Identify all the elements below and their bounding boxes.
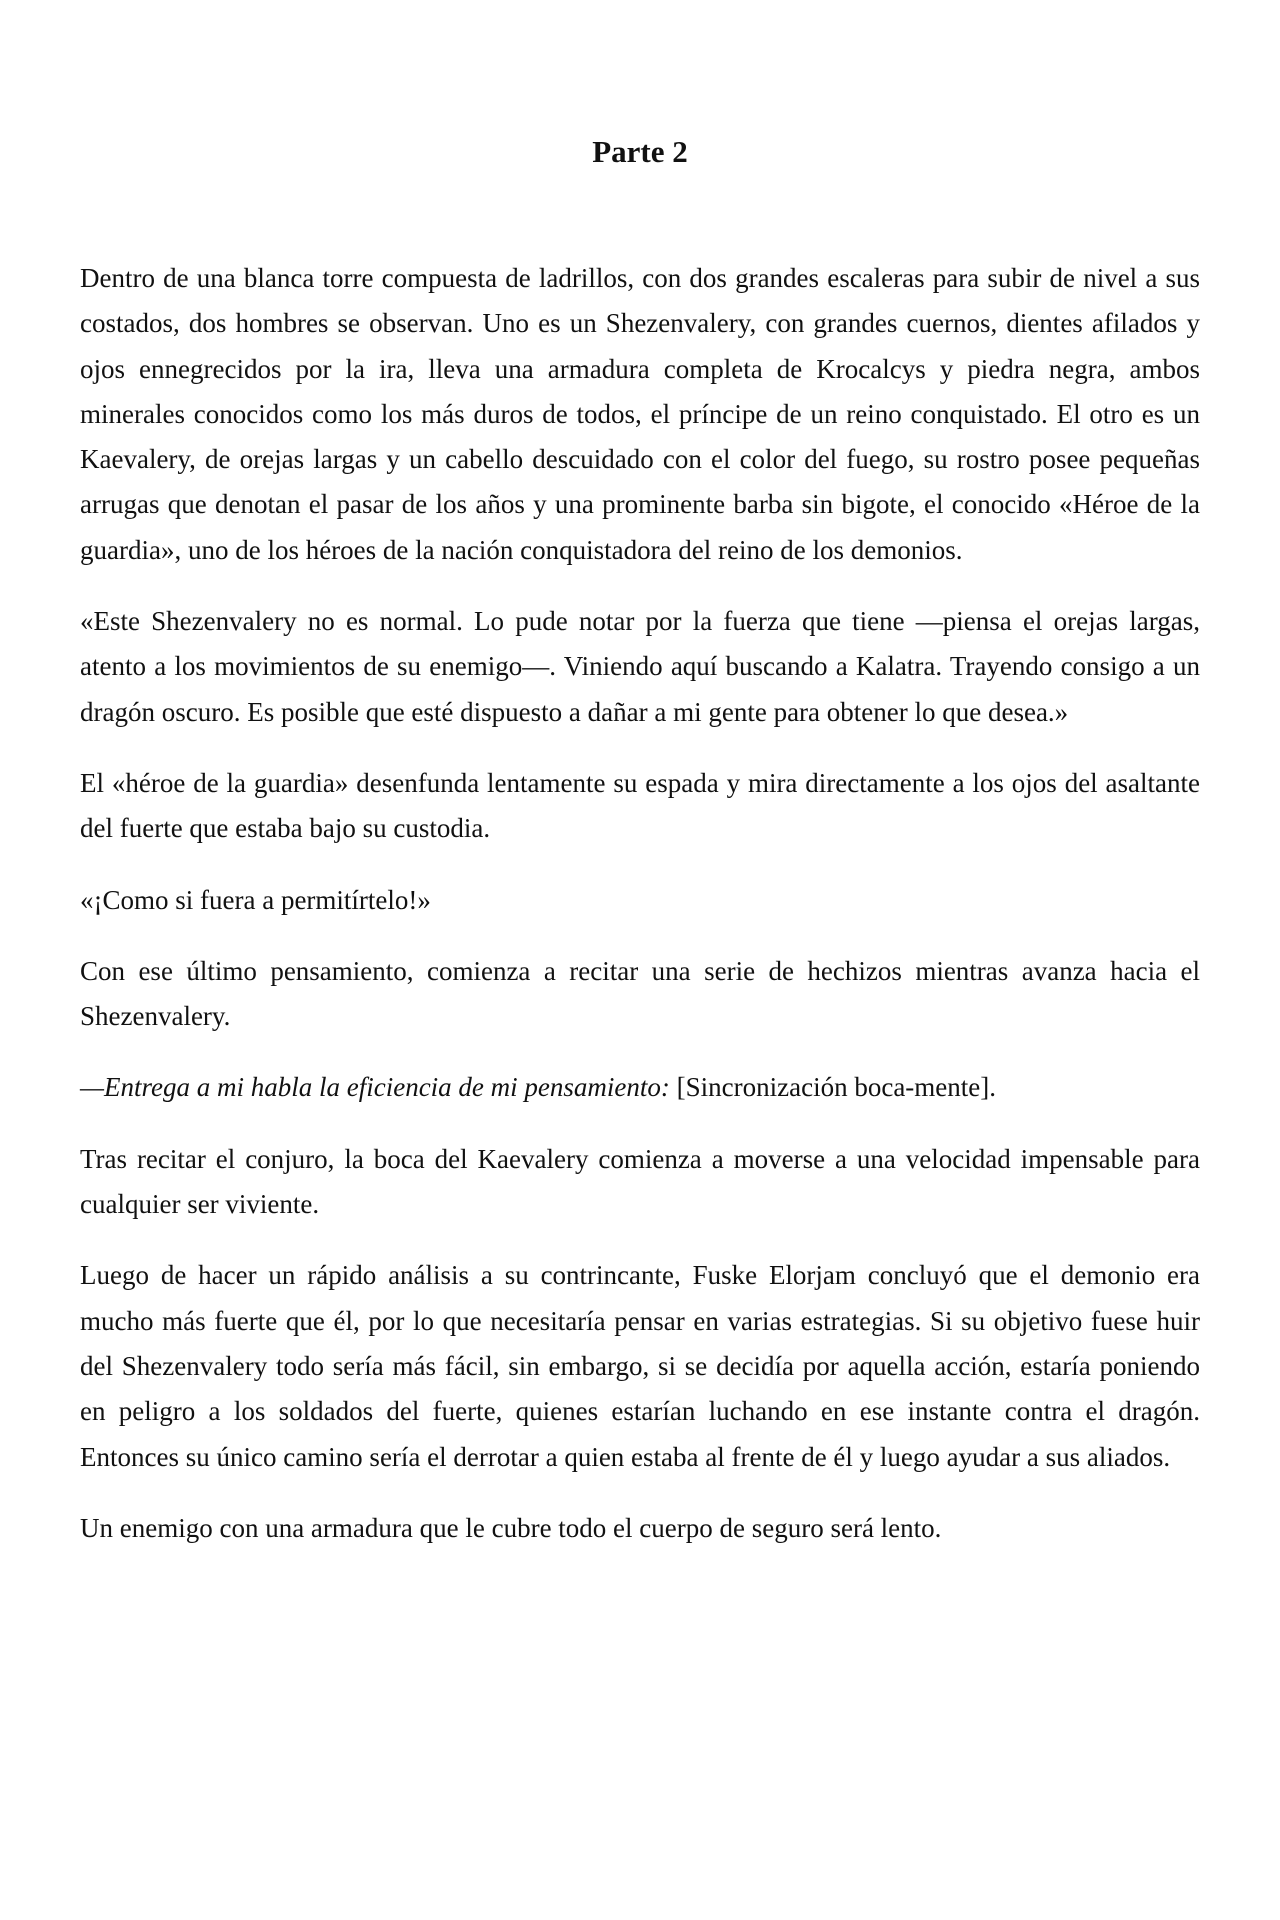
spell-incantation: —Entrega a mi habla la eficiencia de mi pensamiento:: [80, 1072, 670, 1103]
spell-name: [Sincronización boca-mente].: [669, 1072, 996, 1103]
paragraph: Tras recitar el conjuro, la boca del Kaevalery comienza a moverse a una velocidad impensable para cualquier ser viviente.: [80, 1143, 1200, 1220]
paragraph: «Este Shezenvalery no es normal. Lo pude notar por la fuerza que tiene —piensa el orejas largas, atento a los movimientos de su enemigo—. Viniendo aquí buscando a Kalatra. Trayendo consigo a un dragón oscuro. Es posible que esté dispuesto a dañar a mi gente para obtener lo que desea.»: [80, 606, 1200, 727]
page-title: Parte 2: [592, 134, 688, 169]
paragraph: Luego de hacer un rápido análisis a su contrincante, Fuske Elorjam concluyó que el demonio era mucho más fuerte que él, por lo que necesitaría pensar en varias estrategias. Si su objetivo fuese huir del Shezenvalery todo sería más fácil, sin embargo, si se decidía por aquella acción, estaría poniendo en peligro a los soldados del fuerte, quienes estarían luchando en ese instante contra el dragón. Entonces su único camino sería el derrotar a quien estaba al frente de él y luego ayudar a sus aliados.: [80, 1260, 1200, 1472]
paragraph: «¡Como si fuera a permitírtelo!»: [80, 884, 431, 915]
document-body: [80, 256, 1200, 1577]
spell-line: [80, 1065, 1200, 1110]
paragraph: Dentro de una blanca torre compuesta de ladrillos, con dos grandes escaleras para subir de nivel a sus costados, dos hombres se observan. Uno es un Shezenvalery, con grandes cuernos, dientes afilados y ojos ennegrecidos por la ira, lleva una armadura completa de Krocalcys y piedra negra, ambos minerales conocidos como los más duros de todos, el príncipe de un reino conquistado. El otro es un Kaevalery, de orejas largas y un cabello descuidado con el color del fuego, su rostro posee pequeñas arrugas que denotan el pasar de los años y una prominente barba sin bigote, el conocido «Héroe de la guardia», uno de los héroes de la nación conquistadora del reino de los demonios.: [80, 263, 1200, 565]
paragraph: El «héroe de la guardia» desenfunda lentamente su espada y mira directamente a los ojos del asaltante del fuerte que estaba bajo su custodia.: [80, 767, 1200, 844]
paragraph: Un enemigo con una armadura que le cubre todo el cuerpo de seguro será lento.: [80, 1512, 942, 1543]
paragraph: Con ese último pensamiento, comienza a recitar una serie de hechizos mientras avanza hacia el Shezenvalery.: [80, 955, 1200, 1032]
